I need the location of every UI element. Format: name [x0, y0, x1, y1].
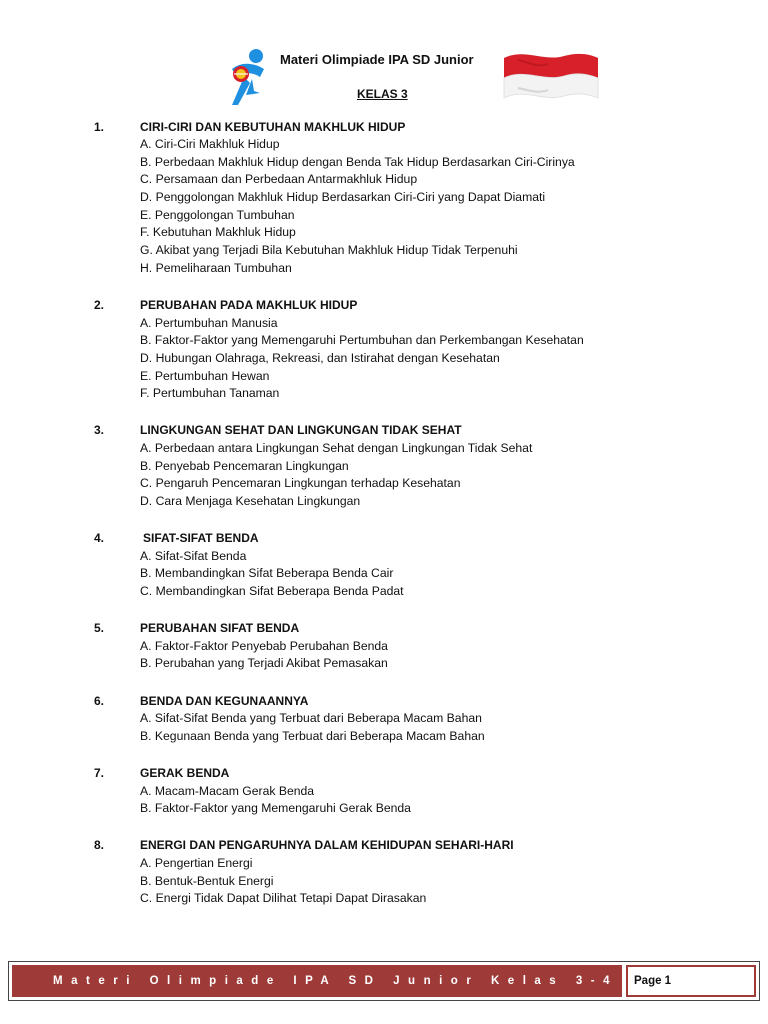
list-item: H. Pemeliharaan Tumbuhan — [140, 260, 292, 275]
indonesian-flag-icon — [498, 48, 602, 106]
list-item: A. Sifat-Sifat Benda yang Terbuat dari Beberapa Macam Bahan — [140, 711, 482, 726]
section-title: CIRI-CIRI DAN KEBUTUHAN MAKHLUK HIDUP — [140, 119, 406, 134]
section-8 — [94, 836, 714, 908]
list-item: D. Cara Menjaga Kesehatan Lingkungan — [140, 494, 361, 508]
list-item: F. Kebutuhan Makhluk Hidup — [140, 225, 296, 240]
section-number: 5. — [94, 621, 105, 636]
list-item: B. Kegunaan Benda yang Terbuat dari Beberapa Macam Bahan — [140, 728, 485, 743]
section-number: 1. — [94, 119, 105, 134]
section-4 — [94, 529, 714, 601]
list-item: A. Faktor-Faktor Penyebab Perubahan Benda — [140, 638, 388, 653]
section-2 — [94, 296, 714, 403]
section-number: 7. — [94, 766, 105, 780]
list-item: C. Energi Tidak Dapat Dilihat Tetapi Dapat Dirasakan — [140, 891, 427, 906]
section-number: 4. — [94, 531, 105, 546]
class-label: KELAS 3 — [357, 87, 408, 101]
section-title: BENDA DAN KEGUNAANNYA — [140, 693, 309, 708]
section-title: PERUBAHAN PADA MAKHLUK HIDUP — [140, 298, 358, 312]
section-title: PERUBAHAN SIFAT BENDA — [140, 621, 300, 636]
list-item: G. Akibat yang Terjadi Bila Kebutuhan Makhluk Hidup Tidak Terpenuhi — [140, 243, 518, 258]
list-item: C. Membandingkan Sifat Beberapa Benda Padat — [140, 584, 404, 599]
footer-title: Materi Olimpiade IPA SD Junior Kelas 3-4 — [12, 965, 622, 997]
list-item: B. Perbedaan Makhluk Hidup dengan Benda Tak Hidup Berdasarkan Ciri-Cirinya — [140, 154, 575, 169]
list-item: C. Pengaruh Pencemaran Lingkungan terhadap Kesehatan — [140, 476, 461, 491]
topic-list — [94, 117, 714, 926]
section-5 — [94, 619, 714, 673]
section-number: 2. — [94, 298, 105, 312]
list-item: B. Perubahan yang Terjadi Akibat Pemasakan — [140, 656, 388, 671]
list-item: B. Bentuk-Bentuk Energi — [140, 873, 274, 888]
list-item: A. Sifat-Sifat Benda — [140, 548, 247, 563]
olympiad-logo-icon — [224, 47, 272, 107]
page-number: Page 1 — [626, 965, 756, 997]
list-item: A. Macam-Macam Gerak Benda — [140, 783, 315, 798]
list-item: D. Hubungan Olahraga, Rekreasi, dan Istirahat dengan Kesehatan — [140, 350, 500, 365]
list-item: A. Perbedaan antara Lingkungan Sehat dengan Lingkungan Tidak Sehat — [140, 440, 533, 455]
list-item: A. Ciri-Ciri Makhluk Hidup — [140, 137, 280, 151]
section-1 — [94, 117, 714, 278]
section-title: SIFAT-SIFAT BENDA — [143, 531, 259, 546]
list-item: D. Penggolongan Makhluk Hidup Berdasarkan Ciri-Ciri yang Dapat Diamati — [140, 190, 546, 205]
section-title: ENERGI DAN PENGARUHNYA DALAM KEHIDUPAN SEHARI-HARI — [140, 838, 514, 853]
section-number: 6. — [94, 693, 105, 708]
list-item: F. Pertumbuhan Tanaman — [140, 386, 280, 401]
section-6 — [94, 691, 714, 745]
section-title: GERAK BENDA — [140, 766, 230, 780]
list-item: A. Pertumbuhan Manusia — [140, 315, 278, 330]
page-title: Materi Olimpiade IPA SD Junior — [280, 52, 474, 67]
list-item: E. Penggolongan Tumbuhan — [140, 207, 295, 222]
list-item: A. Pengertian Energi — [140, 855, 253, 870]
list-item: B. Faktor-Faktor yang Memengaruhi Gerak Benda — [140, 801, 411, 816]
list-item: B. Penyebab Pencemaran Lingkungan — [140, 458, 349, 473]
section-7 — [94, 764, 714, 818]
list-item: E. Pertumbuhan Hewan — [140, 368, 270, 383]
section-number: 3. — [94, 423, 105, 438]
section-3 — [94, 421, 714, 511]
section-number: 8. — [94, 838, 105, 853]
list-item: B. Membandingkan Sifat Beberapa Benda Cair — [140, 566, 394, 581]
page-footer — [8, 961, 760, 1001]
section-title: LINGKUNGAN SEHAT DAN LINGKUNGAN TIDAK SEHAT — [140, 423, 462, 438]
list-item: B. Faktor-Faktor yang Memengaruhi Pertumbuhan dan Perkembangan Kesehatan — [140, 333, 584, 348]
list-item: C. Persamaan dan Perbedaan Antarmakhluk Hidup — [140, 172, 418, 187]
